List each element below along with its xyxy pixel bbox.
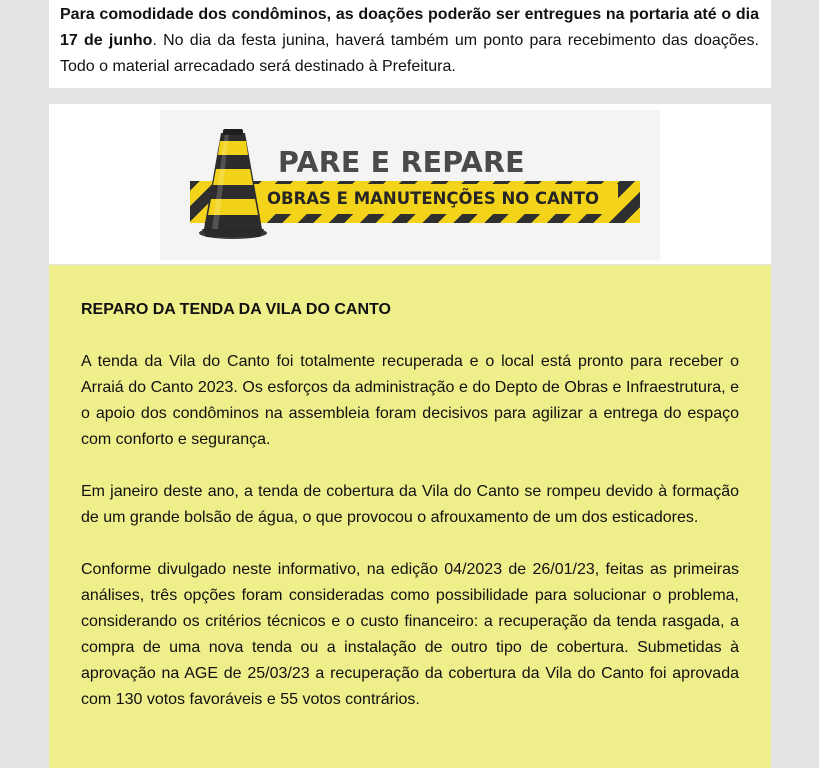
intro-regular-text: . No dia da festa junina, haverá também um ponto para recebimento das doações. Todo o material arrecadado será destinado à Prefeitura.	[60, 32, 759, 75]
traffic-cone-icon	[198, 129, 268, 239]
banner-subtitle: OBRAS E MANUTENÇÕES NO CANTO	[248, 184, 618, 214]
pare-e-repare-banner	[160, 110, 660, 260]
article-paragraph: A tenda da Vila do Canto foi totalmente recuperada e o local está pronto para receber o Arraiá do Canto 2023. Os esforços da administração e do Depto de Obras e Infraestrutura, e o apoio dos condôminos na assembleia foram decisivos para agilizar a entrega do espaço com conforto e segurança.	[81, 353, 739, 448]
article-heading: REPARO DA TENDA DA VILA DO CANTO	[81, 301, 391, 318]
intro-section	[49, 0, 771, 88]
banner-section	[49, 104, 771, 264]
banner-title: PARE E REPARE	[278, 146, 525, 179]
article-section	[49, 265, 771, 768]
article-paragraph: Em janeiro deste ano, a tenda de cobertura da Vila do Canto se rompeu devido à formação de um grande bolsão de água, o que provocou o afrouxamento de um dos esticadores.	[81, 483, 739, 526]
article-paragraph: Conforme divulgado neste informativo, na edição 04/2023 de 26/01/23, feitas as primeiras análises, três opções foram consideradas como possibilidade para solucionar o problema, considerando os critérios técnicos e o custo financeiro: a recuperação da tenda rasgada, a compra de uma nova tenda ou a instalação de outro tipo de cobertura. Submetidas à aprovação na AGE de 25/03/23 a recuperação da cobertura da Vila do Canto foi aprovada com 130 votos favoráveis e 55 votos contrários.	[81, 561, 739, 708]
intro-paragraph	[49, 0, 771, 80]
intro-bold-text: Para comodidade dos condôminos, as doações poderão ser entregues na portaria até o dia 17 de junho	[60, 6, 759, 49]
